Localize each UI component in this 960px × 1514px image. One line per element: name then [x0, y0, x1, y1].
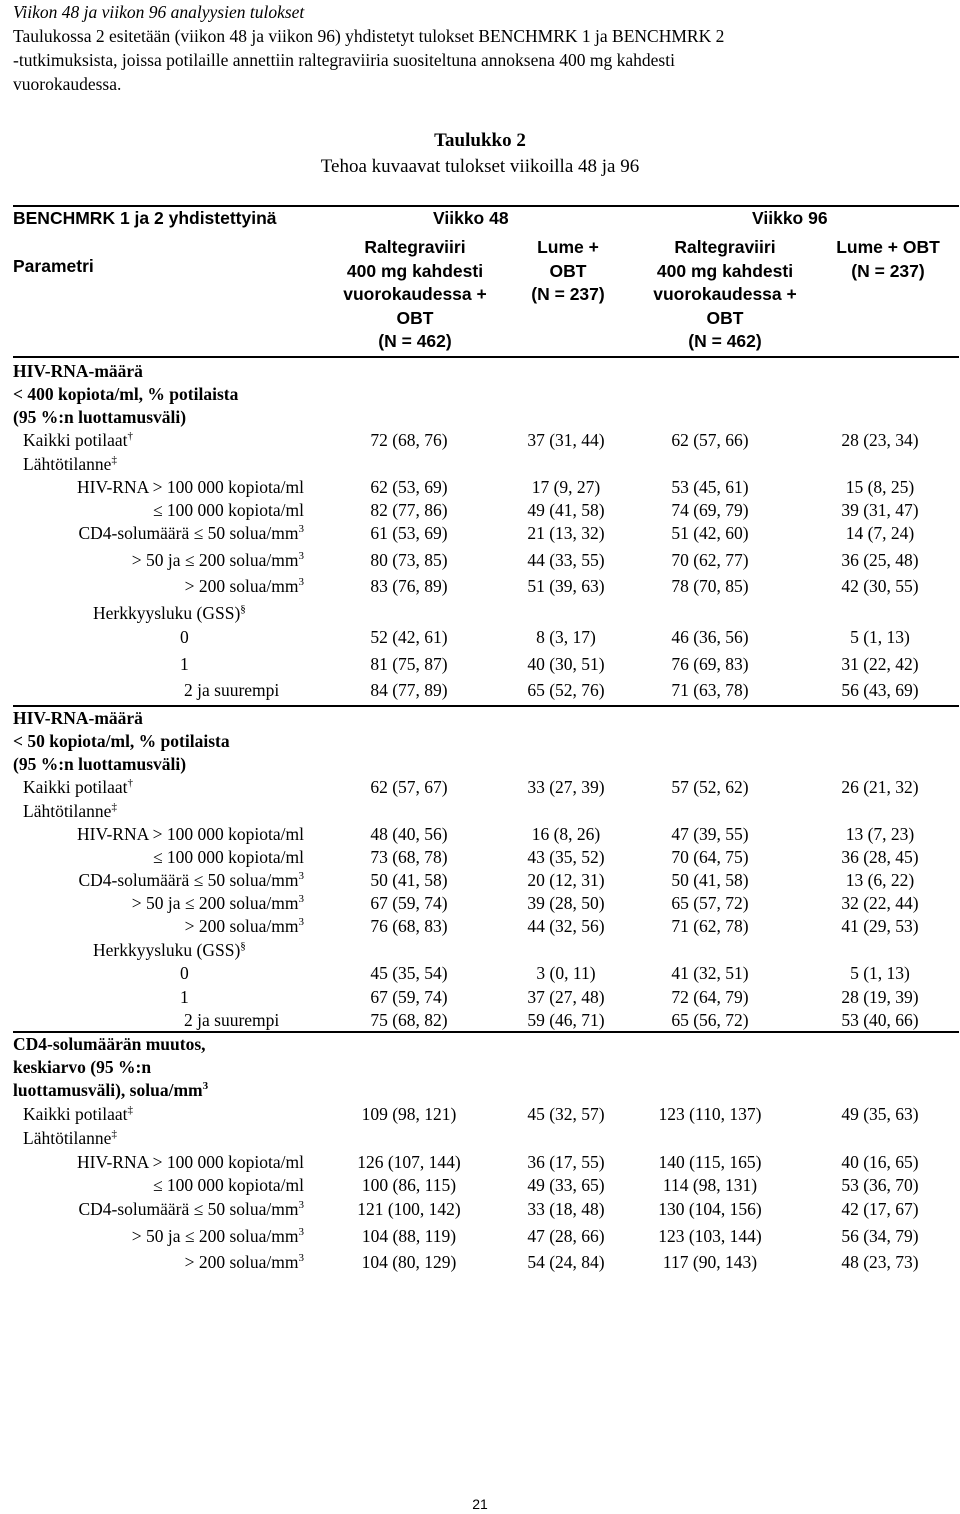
group-label: BENCHMRK 1 ja 2 yhdistettyinä — [13, 208, 277, 228]
row-label: > 200 solua/$mm^3$ — [184, 576, 304, 596]
table-cell: 13 (7, 23) — [845, 824, 915, 844]
row-label: 1 — [180, 654, 189, 674]
table-cell: 130 (104, 156) — [658, 1199, 762, 1219]
row-label: ≤ 100 000 kopiota/ml — [152, 500, 304, 520]
table-cell: 46 (36, 56) — [671, 627, 749, 647]
table-cell: 126 (107, 144) — [357, 1152, 461, 1172]
table-cell: 49 (33, 65) — [527, 1175, 605, 1195]
table-cell: 67 (59, 74) — [370, 987, 448, 1007]
table-cell: 67 (59, 74) — [370, 893, 448, 913]
row-label: Lähtötilanne‡ — [23, 454, 117, 474]
table-cell: 20 (12, 31) — [527, 870, 605, 890]
table-cell: 53 (36, 70) — [841, 1175, 919, 1195]
row-label: 2 ja suurempi — [184, 680, 280, 700]
table-number: Taulukko 2 — [434, 130, 526, 151]
table-cell: 57 (52, 62) — [671, 777, 749, 797]
table-cell: 80 (73, 85) — [370, 550, 448, 570]
table-cell: 43 (35, 52) — [527, 847, 605, 867]
intro-paragraph-line: Taulukossa 2 esitetään (viikon 48 ja viikon 96) yhdistetyt tulokset BENCHMRK 1 ja BENCHMRK 2 — [13, 26, 725, 46]
table-cell: 117 (90, 143) — [662, 1252, 758, 1272]
section-rule — [13, 1031, 959, 1033]
table-cell: 37 (31, 44) — [527, 430, 605, 450]
row-label: > 200 solua/$mm^3$ — [184, 916, 304, 936]
table-cell: 59 (46, 71) — [527, 1010, 605, 1030]
table-cell: 28 (23, 34) — [841, 430, 919, 450]
table-cell: 31 (22, 42) — [841, 654, 919, 674]
table-cell: 76 (68, 83) — [370, 916, 448, 936]
table-cell: 82 (77, 86) — [370, 500, 448, 520]
row-label: > 50 ja ≤ 200 solua/$mm^3$ — [131, 550, 304, 570]
row-label: < 400 kopiota/ml, % potilaista — [13, 384, 239, 404]
table-title: Tehoa kuvaavat tulokset viikoilla 48 ja 96 — [320, 156, 640, 177]
intro-section — [13, 0, 948, 96]
section-title: Viikon 48 ja viikon 96 analyysien tulokset — [13, 2, 305, 22]
table-cell: 104 (88, 119) — [361, 1226, 457, 1246]
table-cell: 73 (68, 78) — [370, 847, 448, 867]
table-cell: 42 (17, 67) — [841, 1199, 919, 1219]
table-cell: 36 (17, 55) — [527, 1152, 605, 1172]
row-label: Herkkyysluku (GSS)§ — [93, 603, 246, 623]
table-cell: 33 (18, 48) — [527, 1199, 605, 1219]
table-cell: 13 (6, 22) — [845, 870, 915, 890]
table-cell: 81 (75, 87) — [370, 654, 448, 674]
table-cell: 14 (7, 24) — [845, 523, 915, 543]
table-cell: 45 (35, 54) — [370, 963, 448, 983]
row-label: Herkkyysluku (GSS)§ — [93, 940, 246, 960]
table-cell: 109 (98, 121) — [361, 1104, 457, 1124]
table-cell: 21 (13, 32) — [527, 523, 605, 543]
table-cell: 50 (41, 58) — [370, 870, 448, 890]
table-cell: 75 (68, 82) — [370, 1010, 448, 1030]
row-label: ≤ 100 000 kopiota/ml — [152, 847, 304, 867]
intro-paragraph-line: -tutkimuksista, joissa potilaille annettiin raltegraviiria suositeltuna annoksena 400 mg kahdesti — [13, 50, 675, 70]
row-label: ≤ 100 000 kopiota/ml — [152, 1175, 304, 1195]
row-label: 1 — [180, 987, 189, 1007]
table-cell: 17 (9, 27) — [531, 477, 601, 497]
table-cell: 42 (30, 55) — [841, 576, 919, 596]
table-cell: 74 (69, 79) — [671, 500, 749, 520]
table-cell: 41 (29, 53) — [841, 916, 919, 936]
row-label: 0 — [180, 963, 189, 983]
col-header-lume-48: Lume + OBT (N = 237) — [531, 237, 605, 304]
table-cell: 49 (41, 58) — [527, 500, 605, 520]
table-cell: 84 (77, 89) — [370, 680, 448, 700]
table-cell: 52 (42, 61) — [370, 627, 448, 647]
table-cell: 41 (32, 51) — [671, 963, 749, 983]
table-cell: 114 (98, 131) — [662, 1175, 758, 1195]
table-cell: 56 (43, 69) — [841, 680, 919, 700]
table-cell: 65 (57, 72) — [671, 893, 749, 913]
table-cell: 33 (27, 39) — [527, 777, 605, 797]
table-cell: 83 (76, 89) — [370, 576, 448, 596]
table-cell: 36 (25, 48) — [841, 550, 919, 570]
table-cell: 70 (64, 75) — [671, 847, 749, 867]
table-cell: 51 (42, 60) — [671, 523, 749, 543]
row-label: HIV-RNA > 100 000 kopiota/ml — [76, 1152, 304, 1172]
table-cell: 123 (110, 137) — [658, 1104, 762, 1124]
table-cell: 39 (28, 50) — [527, 893, 605, 913]
table-cell: 44 (33, 55) — [527, 550, 605, 570]
table-cell: 70 (62, 77) — [671, 550, 749, 570]
table-cell: 53 (40, 66) — [841, 1010, 919, 1030]
table-cell: 61 (53, 69) — [370, 523, 448, 543]
table-cell: 15 (8, 25) — [845, 477, 915, 497]
table-cell: 62 (53, 69) — [370, 477, 448, 497]
row-label: > 50 ja ≤ 200 solua/$mm^3$ — [131, 1226, 304, 1246]
col-header-ral-48: Raltegraviiri 400 mg kahdesti vuorokaudessa + OBT (N = 462) — [343, 237, 487, 351]
table-cell: 37 (27, 48) — [527, 987, 605, 1007]
row-label: 0 — [180, 627, 189, 647]
row-label: Lähtötilanne‡ — [23, 1128, 117, 1148]
table-cell: 40 (30, 51) — [527, 654, 605, 674]
row-label: < 50 kopiota/ml, % potilaista — [13, 731, 230, 751]
week96-header: Viikko 96 — [752, 208, 828, 228]
table-cell: 62 (57, 67) — [370, 777, 448, 797]
row-label: Kaikki potilaat† — [23, 777, 133, 797]
table-cell: 123 (103, 144) — [658, 1226, 762, 1246]
table-cell: 71 (62, 78) — [671, 916, 749, 936]
table-cell: 53 (45, 61) — [671, 477, 749, 497]
table-cell: 5 (1, 13) — [850, 627, 910, 647]
page-number: 21 — [472, 1496, 488, 1512]
table-cell: 78 (70, 85) — [671, 576, 749, 596]
table-cell: 45 (32, 57) — [527, 1104, 605, 1124]
week48-header: Viikko 48 — [433, 208, 509, 228]
table-cell: 28 (19, 39) — [841, 987, 919, 1007]
row-label: keskiarvo (95 %:n — [13, 1057, 152, 1077]
header-bottom-rule — [13, 356, 959, 358]
table-cell: 32 (22, 44) — [841, 893, 919, 913]
row-label: HIV-RNA-määrä — [13, 361, 143, 381]
table-cell: 40 (16, 65) — [841, 1152, 919, 1172]
row-label: (95 %:n luottamusväli) — [13, 754, 187, 774]
row-label: > 200 solua/$mm^3$ — [184, 1252, 304, 1272]
row-label: 2 ja suurempi — [184, 1010, 280, 1030]
table-cell: 72 (68, 76) — [370, 430, 448, 450]
table-cell: 48 (40, 56) — [370, 824, 448, 844]
table-cell: 62 (57, 66) — [671, 430, 749, 450]
table-cell: 44 (32, 56) — [527, 916, 605, 936]
row-label: CD4-solumäärä ≤ 50 solua/$mm^3$ — [78, 523, 304, 543]
table-cell: 56 (34, 79) — [841, 1226, 919, 1246]
table-cell: 50 (41, 58) — [671, 870, 749, 890]
row-label: (95 %:n luottamusväli) — [13, 407, 187, 427]
row-label: HIV-RNA-määrä — [13, 708, 143, 728]
intro-paragraph-line: vuorokaudessa. — [13, 74, 122, 94]
table-cell: 100 (86, 115) — [361, 1175, 457, 1195]
table-cell: 36 (28, 45) — [841, 847, 919, 867]
table-cell: 72 (64, 79) — [671, 987, 749, 1007]
table-cell: 47 (28, 66) — [527, 1226, 605, 1246]
table-cell: 8 (3, 17) — [536, 627, 596, 647]
table-cell: 26 (21, 32) — [841, 777, 919, 797]
row-label: Lähtötilanne‡ — [23, 801, 117, 821]
section-rule — [13, 705, 959, 707]
table-cell: 3 (0, 11) — [536, 963, 596, 983]
table-cell: 5 (1, 13) — [850, 963, 910, 983]
row-label: Kaikki potilaat† — [23, 430, 133, 450]
table-cell: 16 (8, 26) — [531, 824, 601, 844]
table-cell: 54 (24, 84) — [527, 1252, 605, 1272]
row-label: CD4-solumäärä ≤ 50 solua/$mm^3$ — [78, 870, 304, 890]
col-header-ral-96: Raltegraviiri 400 mg kahdesti vuorokaudessa + OBT (N = 462) — [653, 237, 797, 351]
col-header-lume-96: Lume + OBT (N = 237) — [836, 237, 940, 281]
table-cell: 39 (31, 47) — [841, 500, 919, 520]
row-label: HIV-RNA > 100 000 kopiota/ml — [76, 824, 304, 844]
table-cell: 49 (35, 63) — [841, 1104, 919, 1124]
table-cell: 51 (39, 63) — [527, 576, 605, 596]
table-cell: 48 (23, 73) — [841, 1252, 919, 1272]
row-label: > 50 ja ≤ 200 solua/$mm^3$ — [131, 893, 304, 913]
parametri-header: Parametri — [13, 256, 94, 276]
table-cell: 76 (69, 83) — [671, 654, 749, 674]
row-label: CD4-solumäärän muutos, — [13, 1034, 206, 1054]
table-top-rule — [13, 205, 959, 207]
table-cell: 47 (39, 55) — [671, 824, 749, 844]
table-cell: 71 (63, 78) — [671, 680, 749, 700]
table-cell: 65 (52, 76) — [527, 680, 605, 700]
row-label: HIV-RNA > 100 000 kopiota/ml — [76, 477, 304, 497]
table-cell: 140 (115, 165) — [658, 1152, 762, 1172]
row-label: CD4-solumäärä ≤ 50 solua/$mm^3$ — [78, 1199, 304, 1219]
row-label: luottamusväli), solua/$mm^3$ — [13, 1080, 209, 1100]
table-cell: 104 (80, 129) — [361, 1252, 457, 1272]
table-cell: 65 (56, 72) — [671, 1010, 749, 1030]
table-cell: 121 (100, 142) — [357, 1199, 461, 1219]
row-label: Kaikki potilaat‡ — [23, 1104, 133, 1124]
